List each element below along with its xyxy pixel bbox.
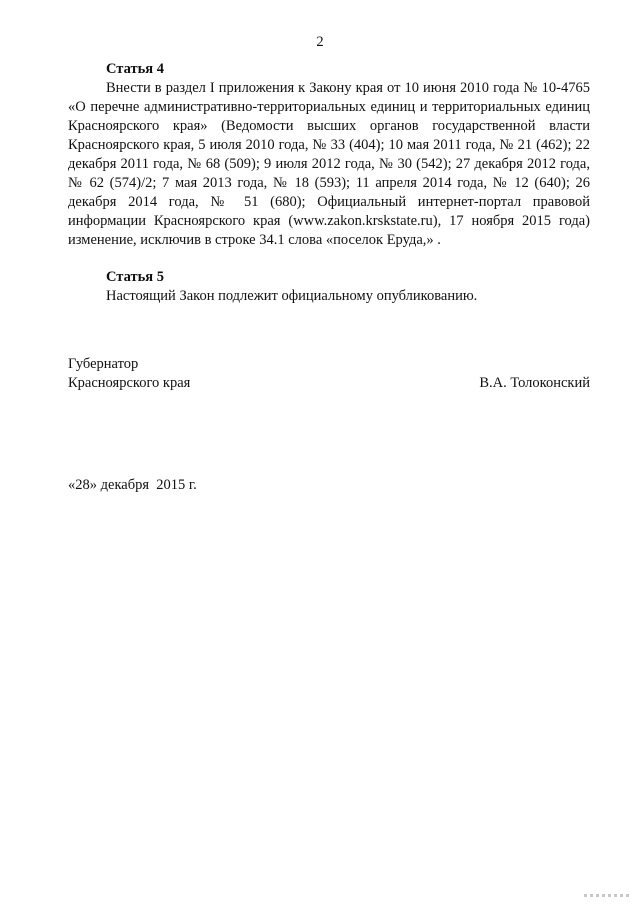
page-number: 2 [316, 34, 324, 50]
article-4 [68, 60, 590, 250]
article-5-body: Настоящий Закон подлежит официальному опубликованию. [106, 288, 478, 304]
signature-block [68, 355, 590, 393]
document-date: «28» декабря 2015 г. [68, 477, 197, 493]
article-5 [68, 268, 590, 306]
signatory-position-line1: Губернатор [68, 356, 139, 372]
scan-artifact [584, 894, 632, 897]
article-4-body: Внести в раздел I приложения к Закону края от 10 июня 2010 года № 10-4765 «О перечне административно-территориальных единиц и территориальных единиц Красноярского края» (Ведомости высших органов государственной власти Красноярского края, 5 июля 2010 года, № 33 (404); 10 мая 2011 года, № 21 (462); 22 декабря 2011 года, № 68 (509); 9 июля 2012 года, № 30 (542); 27 декабря 2012 года, № 62 (574)/2; 7 мая 2013 года, № 18 (593); 11 апреля 2014 года, № 12 (640); 26 декабря 2014 года, № 51 (680); Официальный интернет-портал правовой информации Красноярского края (www.zakon.krskstate.ru), 17 ноября 2015 года) изменение, исключив в строке 34.1 слова «поселок Еруда,» . [68, 80, 590, 248]
signatory-name: В.А. Толоконский [479, 375, 590, 391]
signatory-position-line2: Красноярского края [68, 375, 191, 391]
signature-row [68, 374, 590, 393]
article-4-title: Статья 4 [106, 61, 164, 77]
article-5-title: Статья 5 [106, 269, 164, 285]
